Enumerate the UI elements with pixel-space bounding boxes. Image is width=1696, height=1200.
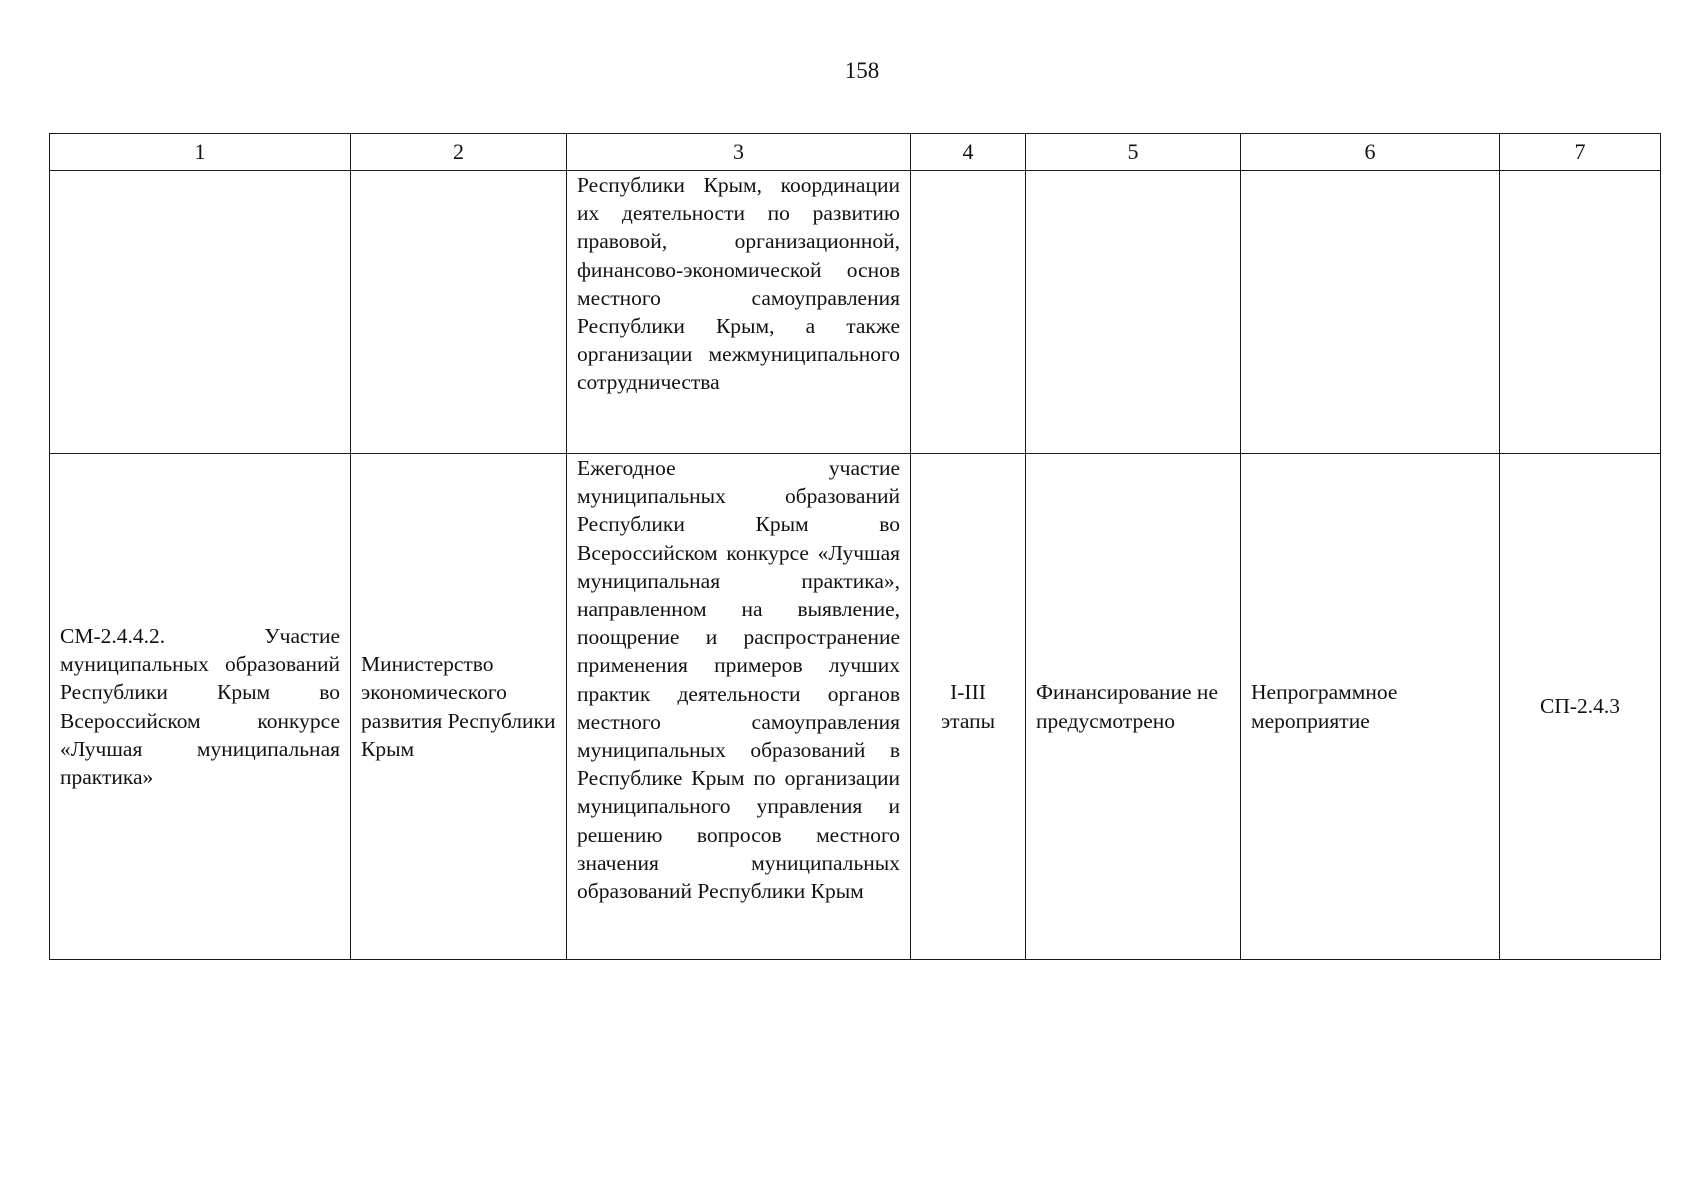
continuation-col4-cell (911, 171, 1026, 454)
continuation-description-cell: Республики Крым, координации их деятельности по развитию правовой, организационной, финансово-экономической основ местного самоуправления Республики Крым, а также организации межмуниципального сотрудничества (567, 171, 911, 454)
financing-cell: Финансирование не предусмотрено (1026, 454, 1241, 960)
continuation-col5-cell (1026, 171, 1241, 454)
measure-description-cell: Ежегодное участие муниципальных образований Республики Крым во Всероссийском конкурсе «Лучшая муниципальная практика», направленном на выявление, поощрение и распространение применения примеров лучших практик деятельности органов местного самоуправления муниципальных образований в Республике Крым по организации муниципального управления и решению вопросов местного значения муниципальных образований Республики Крым (567, 454, 911, 960)
continuation-row (50, 171, 1661, 454)
column-header-2: 2 (351, 134, 567, 171)
stages-cell: I-III этапы (911, 454, 1026, 960)
table-header-row (50, 134, 1661, 171)
column-header-1: 1 (50, 134, 351, 171)
continuation-col1-cell (50, 171, 351, 454)
column-header-6: 6 (1241, 134, 1500, 171)
measure-row (50, 454, 1661, 960)
measures-table (49, 133, 1661, 960)
page-number: 158 (844, 58, 880, 83)
column-header-5: 5 (1026, 134, 1241, 171)
responsible-executor-cell: Министерство экономического развития Республики Крым (351, 454, 567, 960)
continuation-col6-cell (1241, 171, 1500, 454)
measure-type-cell: Непрограммное мероприятие (1241, 454, 1500, 960)
link-code-cell: СП-2.4.3 (1500, 454, 1661, 960)
column-header-3: 3 (567, 134, 911, 171)
measure-code-cell: СМ-2.4.4.2. Участие муниципальных образований Республики Крым во Всероссийском конкурсе «Лучшая муниципальная практика» (50, 454, 351, 960)
continuation-col7-cell (1500, 171, 1661, 454)
column-header-4: 4 (911, 134, 1026, 171)
column-header-7: 7 (1500, 134, 1661, 171)
continuation-col2-cell (351, 171, 567, 454)
